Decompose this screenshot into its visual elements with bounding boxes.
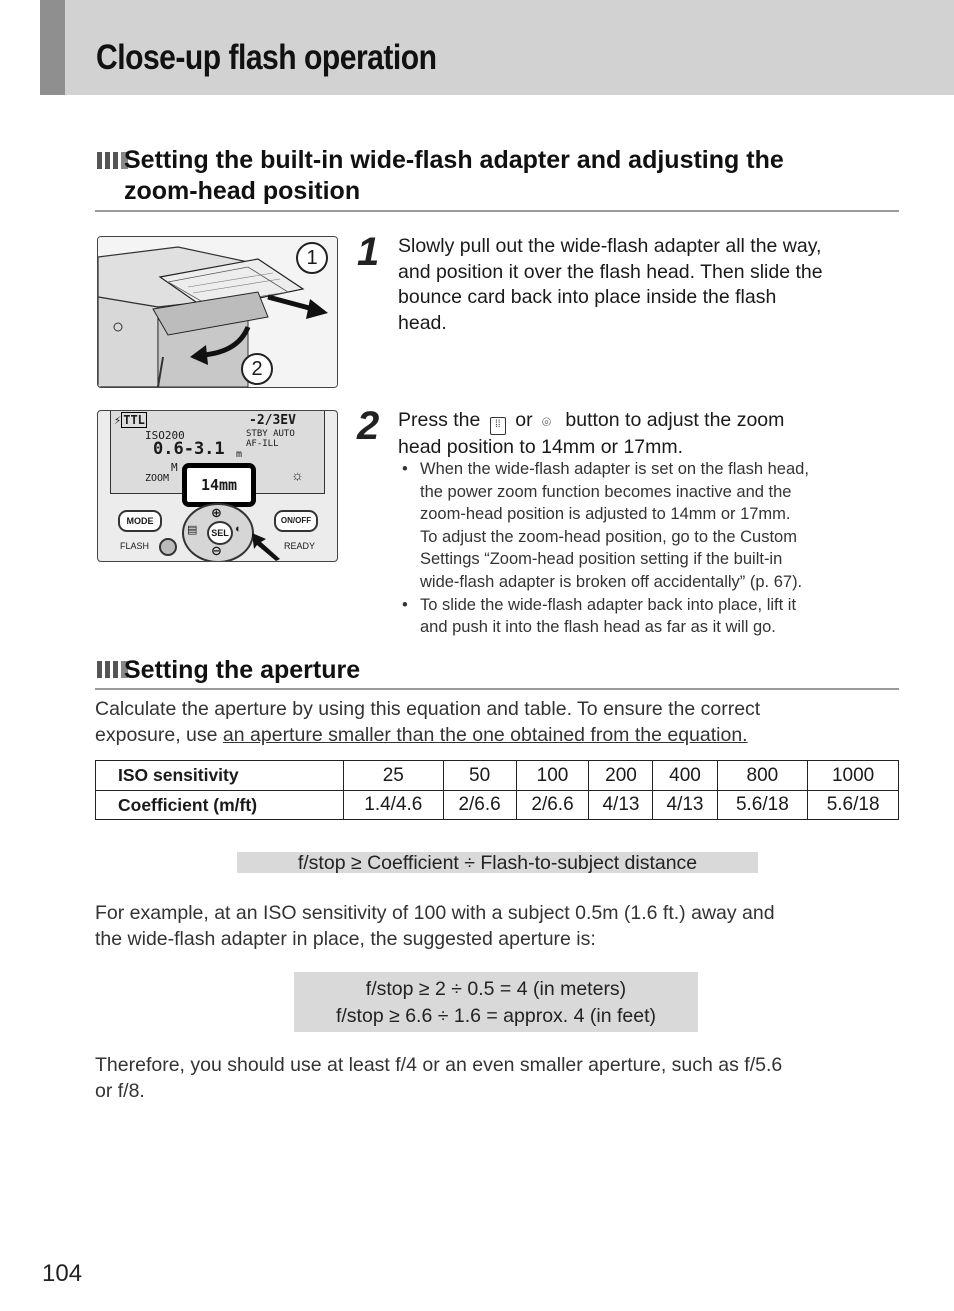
step-number-1: 1 — [357, 230, 380, 274]
header-stripe — [40, 0, 65, 95]
lcd-af-ill: AF-ILL — [246, 439, 279, 449]
intro-emphasis: an aperture smaller than the one obtained from the equation. — [222, 723, 748, 746]
control-dial[interactable] — [182, 503, 254, 562]
note-line: • To slide the wide-flash adapter back into place, lift it — [420, 595, 797, 614]
step-number-2: 2 — [357, 404, 380, 448]
ready-label: READY — [284, 541, 316, 551]
step-marker-2: 2 — [241, 353, 273, 385]
intro-line — [95, 723, 760, 749]
note-line: To adjust the zoom-head position, go to the Custom — [420, 527, 797, 546]
intro-text: exposure, use — [95, 723, 223, 746]
flash-adapter-illustration — [97, 236, 338, 388]
table-cell: 800 — [717, 761, 808, 791]
page-title: Close-up flash operation — [96, 38, 437, 77]
step2-line1 — [398, 408, 784, 435]
table-cell: 400 — [653, 761, 717, 791]
zoom-wide-icon: ⁞⁞ — [490, 417, 506, 435]
step2-text-part: Press the — [398, 409, 481, 431]
step2-text — [398, 408, 784, 461]
flash-lcd-illustration — [97, 410, 338, 562]
step-marker-1: 1 — [296, 242, 328, 274]
section-title-aperture: Setting the aperture — [124, 656, 361, 684]
calculation-line-feet: f/stop ≥ 6.6 ÷ 1.6 = approx. 4 (in feet) — [335, 1005, 657, 1027]
note-line: zoom-head position is adjusted to 14mm or 17mm. — [420, 505, 791, 524]
step1-line: Slowly pull out the wide-flash adapter all the way, — [398, 235, 822, 257]
flash-label: FLASH — [120, 541, 150, 551]
note-line: • When the wide-flash adapter is set on the flash head, — [420, 460, 809, 478]
lcd-m: M — [171, 461, 178, 474]
note-line: the power zoom function becomes inactive and the — [420, 482, 792, 501]
step1-line: head. — [398, 311, 447, 334]
sel-button[interactable]: SEL — [207, 521, 233, 545]
table-cell: 4/13 — [653, 791, 717, 820]
aperture-formula: f/stop ≥ Coefficient ÷ Flash-to-subject distance — [237, 852, 758, 873]
step2-text-part: or — [515, 409, 533, 431]
section-title-line1: Setting the built-in wide-flash adapter and adjusting the — [124, 146, 784, 174]
calculation-line-meters: f/stop ≥ 2 ÷ 0.5 = 4 (in meters) — [365, 978, 627, 1000]
table-cell: 2/6.6 — [516, 791, 589, 820]
mode-button[interactable]: MODE — [118, 510, 162, 532]
lcd-iso: ISO200 — [145, 429, 185, 442]
table-cell: 50 — [443, 761, 516, 791]
lcd-unit: m — [236, 449, 243, 460]
zoom-tele-icon[interactable]: ◐ — [235, 523, 242, 535]
step2-text-part: button to adjust the zoom — [565, 409, 785, 431]
aperture-intro — [95, 697, 760, 748]
table-cell: 2/6.6 — [443, 791, 516, 820]
table-row — [96, 761, 899, 791]
step1-line: and position it over the flash head. Then slide the — [398, 260, 823, 283]
zoom-tele-icon: ⌾ — [541, 414, 551, 431]
lcd-stby: STBY AUTO — [246, 429, 295, 439]
table-cell: 5.6/18 — [808, 791, 899, 820]
lcd-ttl: ⚡ TTL — [114, 413, 145, 427]
table-cell: 200 — [589, 761, 653, 791]
table-cell: 25 — [344, 761, 444, 791]
on-off-button[interactable]: ON/OFF — [274, 510, 318, 532]
section-divider — [95, 210, 899, 212]
step2-note — [398, 458, 898, 594]
coefficient-table — [95, 760, 899, 820]
section-divider — [95, 688, 899, 690]
zoom-wide-icon[interactable]: ▤ — [187, 524, 198, 536]
flash-test-button[interactable] — [159, 538, 177, 556]
page-number: 104 — [42, 1260, 83, 1287]
example-line: the wide-flash adapter in place, the suggested aperture is: — [95, 927, 596, 950]
note-line: Settings “Zoom-head position setting if the built-in — [420, 550, 783, 569]
lcd-zoom-value-highlight: 14mm — [182, 463, 256, 507]
conclusion-line: or f/8. — [95, 1079, 145, 1102]
conclusion-line: Therefore, you should use at least f/4 or an even smaller aperture, such as f/5.6 — [95, 1054, 783, 1076]
note-line: wide-flash adapter is broken off accidentally” (p. 67). — [420, 572, 803, 591]
table-cell: 100 — [516, 761, 589, 791]
table-row-header: Coefficient (m/ft) — [96, 791, 344, 820]
step2-line2: head position to 14mm or 17mm. — [398, 436, 684, 458]
pointer-arrow-icon — [248, 529, 288, 561]
table-row — [96, 791, 899, 820]
step1-line: bounce card back into place inside the flash — [398, 286, 777, 308]
lcd-zoom: ZOOM — [145, 473, 170, 484]
sun-icon: ☼ — [291, 467, 304, 483]
table-cell: 1.4/4.6 — [344, 791, 444, 820]
intro-line: Calculate the aperture by using this equation and table. To ensure the correct — [95, 698, 761, 720]
example-line: For example, at an ISO sensitivity of 100 with a subject 0.5m (1.6 ft.) away and — [95, 902, 775, 924]
conclusion-text — [95, 1053, 782, 1104]
table-row-header: ISO sensitivity — [96, 761, 344, 791]
step2-note — [398, 594, 898, 639]
calculation-box — [294, 972, 698, 1032]
minus-icon: ⊖ — [211, 543, 222, 558]
table-cell: 1000 — [808, 761, 899, 791]
table-cell: 5.6/18 — [717, 791, 808, 820]
step1-text — [398, 234, 823, 336]
lcd-ev: -2/3EV — [249, 413, 296, 428]
note-line: and push it into the flash head as far as it will go. — [420, 618, 776, 637]
plus-icon: ⊕ — [211, 505, 222, 520]
step2-notes — [398, 458, 898, 639]
lcd-range: 0.6-3.1 — [153, 439, 225, 459]
lcd-ttl-text: TTL — [123, 413, 145, 427]
table-cell: 4/13 — [589, 791, 653, 820]
section-title-line2: zoom-head position — [124, 177, 361, 205]
example-text — [95, 901, 775, 952]
